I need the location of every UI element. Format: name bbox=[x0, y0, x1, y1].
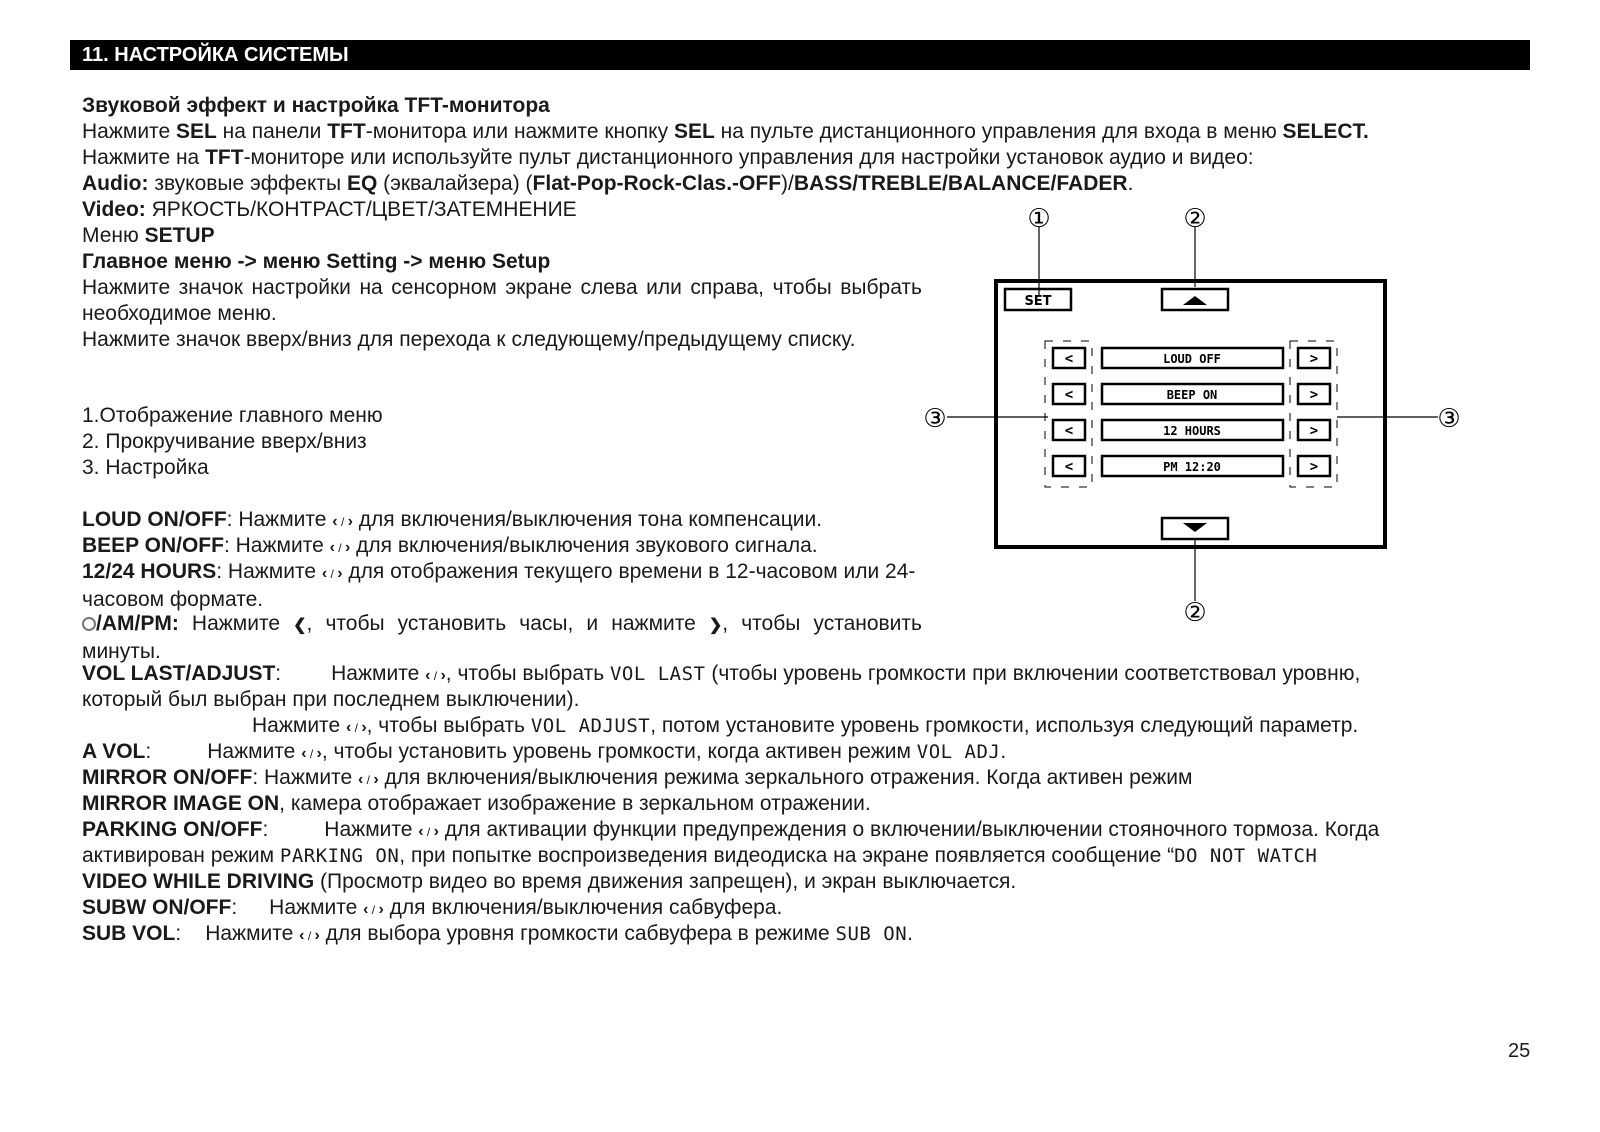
page-number: 25 bbox=[1508, 1040, 1531, 1062]
left-arrow-icon: ‹ bbox=[345, 719, 352, 736]
callout-3-right: ③ bbox=[1437, 404, 1461, 434]
callout-2-bottom: ② bbox=[1183, 598, 1207, 628]
vol-last-setting-cont: который был выбран при последнем выключении). bbox=[82, 688, 580, 711]
ampm-setting: /AM/PM: Нажмите ❮, чтобы установить часы, и нажмите ❯, чтобы установить минуты. bbox=[82, 612, 922, 663]
right-arrow-icon: › bbox=[316, 745, 322, 762]
video-line: Video: ЯРКОСТЬ/КОНТРАСТ/ЦВЕТ/ЗАТЕМНЕНИЕ bbox=[82, 198, 577, 221]
subw-setting: SUBW ON/OFF: Нажмите ‹ / › для включения/выключения сабвуфера. bbox=[82, 896, 783, 919]
chevron-right-icon: > bbox=[1309, 459, 1319, 475]
audio-line: Audio: звуковые эффекты EQ (эквалайзера) (Flat-Pop-Rock-Clas.-OFF)/BASS/TREBLE/BALANCE/FADER. bbox=[82, 172, 1134, 195]
callout-3-left: ③ bbox=[923, 404, 947, 434]
legend-item-1: 1.Отображение главного меню bbox=[82, 404, 383, 427]
up-arrow-icon bbox=[1183, 296, 1207, 305]
screen-frame bbox=[996, 281, 1385, 547]
chevron-left-icon: < bbox=[1064, 459, 1074, 475]
right-arrow-icon: › bbox=[344, 539, 351, 556]
section-title: 11. НАСТРОЙКА СИСТЕМЫ bbox=[82, 44, 349, 66]
beep-setting: BEEP ON/OFF: Нажмите ‹ / › для включения/выключения звукового сигнала. bbox=[82, 534, 818, 557]
right-arrow-icon: › bbox=[378, 901, 384, 918]
right-arrow-icon: › bbox=[433, 823, 439, 840]
right-arrow-icon: › bbox=[361, 719, 367, 736]
row-value-label: 12 HOURS bbox=[1163, 424, 1221, 438]
left-arrow-icon: ‹ bbox=[357, 771, 364, 788]
left-arrow-icon: ‹ bbox=[329, 539, 335, 556]
row-value-label: BEEP ON bbox=[1166, 388, 1218, 402]
legend-item-3: 3. Настройка bbox=[82, 456, 209, 479]
right-arrow-icon: ❯ bbox=[708, 617, 723, 634]
vol-adjust-setting: Нажмите ‹ / ›, чтобы выбрать VOL ADJUST, потом установите уровень громкости, используя следующий параметр. bbox=[252, 714, 1359, 737]
row-value-label: PM 12:20 bbox=[1163, 460, 1221, 474]
loud-setting: LOUD ON/OFF: Нажмите ‹ / › для включения/выключения тона компенсации. bbox=[82, 508, 823, 531]
clock-icon bbox=[82, 617, 96, 631]
left-arrow-icon: ‹ bbox=[418, 823, 424, 840]
intro-heading: Звуковой эффект и настройка TFT-монитора bbox=[82, 94, 550, 117]
left-arrow-icon: ‹ bbox=[299, 927, 305, 944]
left-arrow-icon: ‹ bbox=[332, 513, 338, 530]
set-label: SET bbox=[1024, 294, 1052, 309]
sub-vol-setting: SUB VOL: Нажмите ‹ / › для выбора уровня громкости сабвуфера в режиме SUB ON. bbox=[82, 922, 913, 945]
left-arrow-icon: ‹ bbox=[363, 901, 369, 918]
main-menu-path: Главное меню -> меню Setting -> меню Setup bbox=[82, 250, 551, 273]
down-arrow-icon bbox=[1183, 523, 1207, 532]
mirror-setting: MIRROR ON/OFF: Нажмите ‹ / › для включения/выключения режима зеркального отражения. Когда активен режим bbox=[82, 766, 1193, 789]
chevron-left-icon: < bbox=[1064, 351, 1074, 367]
right-arrow-icon: › bbox=[337, 565, 343, 582]
chevron-right-icon: > bbox=[1309, 423, 1319, 439]
parking-setting-cont: активирован режим PARKING ON, при попытке воспроизведения видеодиска на экране появляется сообщение “DO NOT WATCH bbox=[82, 844, 1318, 867]
chevron-right-icon: > bbox=[1309, 387, 1319, 403]
right-arrow-icon: › bbox=[373, 771, 379, 788]
callout-1: ① bbox=[1027, 204, 1051, 234]
chevron-left-icon: < bbox=[1064, 387, 1074, 403]
right-arrow-icon: › bbox=[314, 927, 320, 944]
legend-item-2: 2. Прокручивание вверх/вниз bbox=[82, 430, 367, 453]
mirror-setting-cont: MIRROR IMAGE ON, камера отображает изображение в зеркальном отражении. bbox=[82, 792, 871, 815]
setup-screen-diagram bbox=[923, 204, 1505, 645]
right-arrow-icon: › bbox=[440, 667, 446, 684]
a-vol-setting: A VOL: Нажмите ‹ / ›, чтобы установить уровень громкости, когда активен режим VOL ADJ. bbox=[82, 740, 1007, 763]
instruction-para-2: Нажмите значок вверх/вниз для перехода к следующему/предыдущему списку. bbox=[82, 328, 856, 351]
right-arrow-icon: › bbox=[347, 513, 353, 530]
left-arrow-icon: ‹ bbox=[301, 745, 307, 762]
section-header bbox=[70, 40, 1530, 70]
parking-setting: PARKING ON/OFF: Нажмите ‹ / › для активации функции предупреждения о включении/выключении стояночного тормоза. Когда bbox=[82, 818, 1380, 841]
instruction-para-1: Нажмите значок настройки на сенсорном экране слева или справа, чтобы выбрать необходимое меню. bbox=[82, 276, 922, 325]
intro-line-1: Нажмите SEL на панели TFT-монитора или нажмите кнопку SEL на пульте дистанционного управления для входа в меню SELECT. bbox=[82, 120, 1369, 143]
vol-last-setting: VOL LAST/ADJUST: Нажмите ‹ / ›, чтобы выбрать VOL LAST (чтобы уровень громкости при включении соответствовал уровню, bbox=[82, 662, 1361, 685]
row-value-label: LOUD OFF bbox=[1163, 352, 1221, 366]
hours-setting: 12/24 HOURS: Нажмите ‹ / › для отображения текущего времени в 12-часовом или 24-часовом формате. bbox=[82, 560, 916, 611]
chevron-right-icon: > bbox=[1309, 351, 1319, 367]
chevron-left-icon: < bbox=[1064, 423, 1074, 439]
parking-setting-cont-2: VIDEO WHILE DRIVING (Просмотр видео во время движения запрещен), и экран выключается. bbox=[82, 870, 1017, 893]
left-arrow-icon: ❮ bbox=[293, 617, 307, 634]
left-arrow-icon: ‹ bbox=[425, 667, 431, 684]
intro-line-2: Нажмите на TFT-мониторе или используйте пульт дистанционного управления для настройки установок аудио и видео: bbox=[82, 146, 1254, 169]
callout-2-top: ② bbox=[1183, 204, 1207, 234]
left-arrow-icon: ‹ bbox=[321, 565, 328, 582]
setup-line: Меню SETUP bbox=[82, 224, 215, 247]
